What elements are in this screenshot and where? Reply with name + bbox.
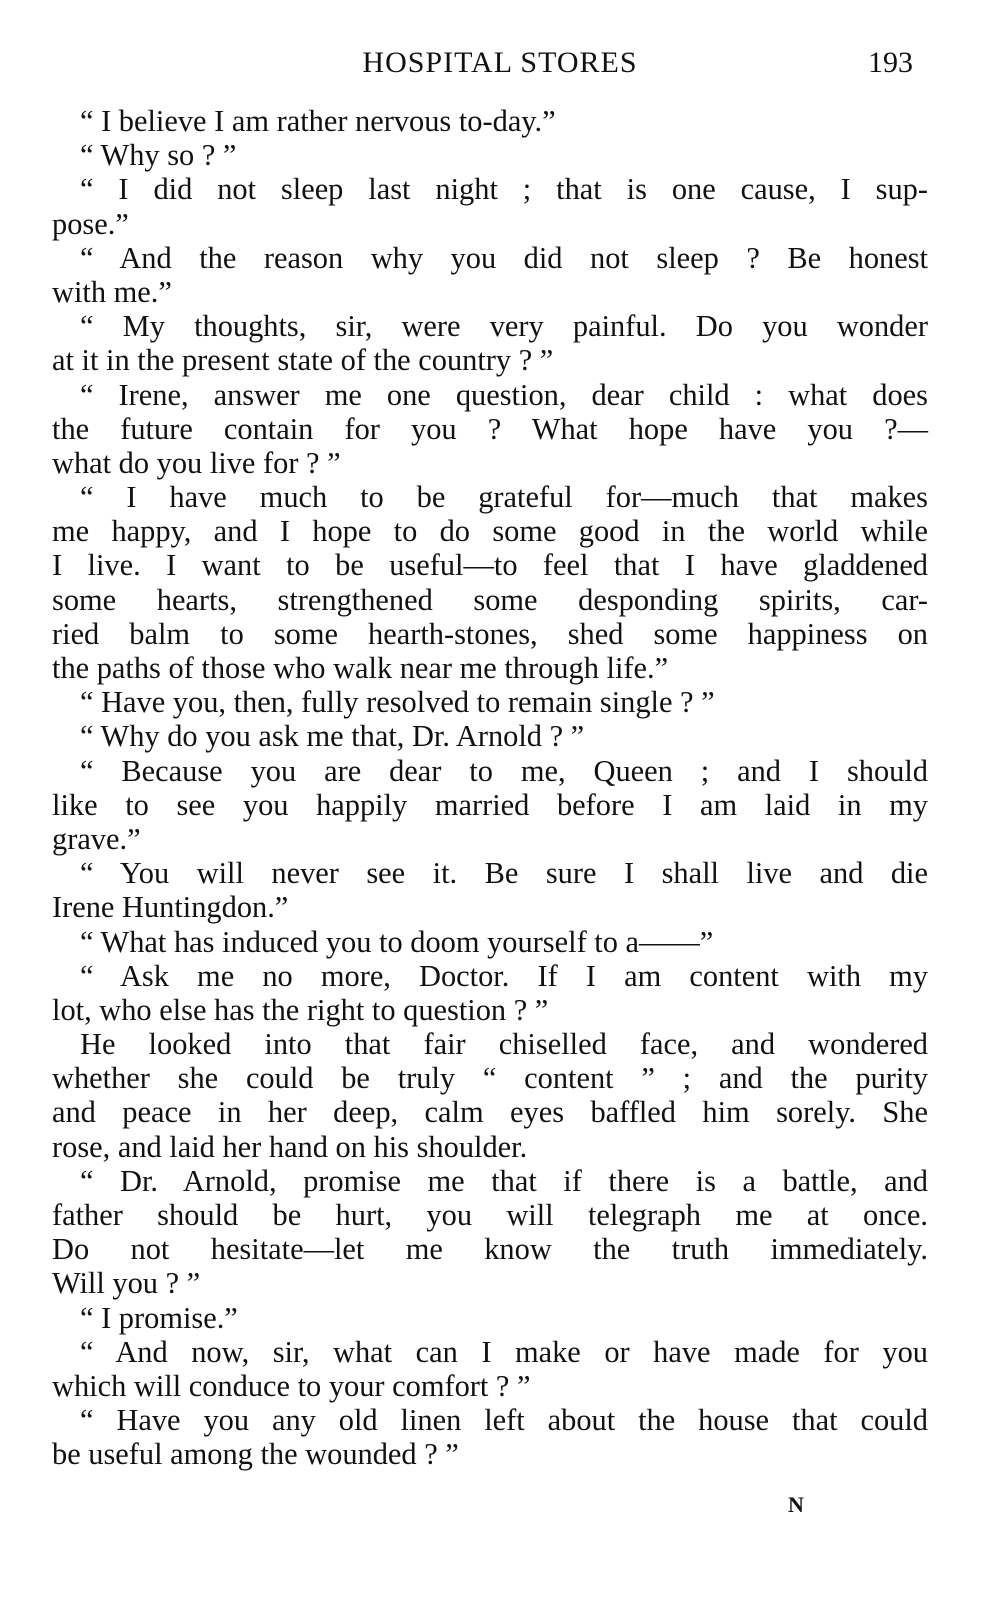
- text-line: like to see you happily married before I am laid in my: [52, 787, 928, 822]
- text-line: “ I did not sleep last night ; that is one cause, I sup-: [80, 172, 928, 207]
- body-text: [52, 104, 928, 1472]
- text-line: which will conduce to your comfort ? ”: [52, 1368, 531, 1403]
- running-head: [0, 46, 1000, 86]
- text-line: Will you ? ”: [52, 1266, 201, 1301]
- text-line: “ Ask me no more, Doctor. If I am content with my: [80, 958, 928, 993]
- text-line: father should be hurt, you will telegraph me at once.: [52, 1198, 928, 1232]
- text-line: “ Why do you ask me that, Dr. Arnold ? ”: [80, 719, 585, 754]
- text-line: “ And now, sir, what can I make or have made for you: [80, 1334, 928, 1369]
- text-line: He looked into that fair chiselled face, and wondered: [80, 1027, 928, 1062]
- text-line: “ And the reason why you did not sleep ? Be honest: [80, 240, 928, 275]
- text-line: and peace in her deep, calm eyes baffled him sorely. She: [52, 1095, 928, 1130]
- text-line: at it in the present state of the country ? ”: [52, 343, 554, 378]
- text-line: I live. I want to be useful—to feel that I have gladdened: [52, 548, 928, 583]
- text-line: “ Why so ? ”: [80, 138, 237, 173]
- text-line: what do you live for ? ”: [52, 445, 341, 480]
- text-line: be useful among the wounded ? ”: [52, 1437, 459, 1472]
- text-line: the paths of those who walk near me through life.”: [52, 651, 669, 685]
- text-line: pose.”: [52, 206, 129, 241]
- text-line: with me.”: [52, 274, 172, 309]
- text-line: rose, and laid her hand on his shoulder.: [52, 1129, 528, 1164]
- text-line: Irene Huntingdon.”: [52, 890, 289, 925]
- text-line: “ You will never see it. Be sure I shall live and die: [80, 856, 928, 891]
- text-line: “ I have much to be grateful for—much that makes: [80, 480, 928, 515]
- text-line: some hearts, strengthened some desponding spirits, car-: [52, 582, 928, 617]
- text-line: “ My thoughts, sir, were very painful. Do you wonder: [80, 309, 928, 344]
- text-line: me happy, and I hope to do some good in the world while: [52, 514, 928, 549]
- running-title: HOSPITAL STORES: [362, 46, 638, 79]
- text-line: “ I believe I am rather nervous to-day.”: [80, 104, 556, 138]
- text-line: “ Irene, answer me one question, dear child : what does: [80, 377, 928, 412]
- text-line: “ What has induced you to doom yourself to a——”: [80, 924, 714, 959]
- text-line: “ Because you are dear to me, Queen ; and I should: [80, 753, 928, 788]
- text-line: lot, who else has the right to question ? ”: [52, 992, 549, 1027]
- text-line: “ I promise.”: [80, 1300, 238, 1335]
- text-line: whether she could be truly “ content ” ; and the purity: [52, 1061, 928, 1096]
- text-line: the future contain for you ? What hope have you ?—: [52, 411, 928, 446]
- page-number: 193: [868, 46, 913, 79]
- text-line: “ Dr. Arnold, promise me that if there is a battle, and: [80, 1163, 928, 1198]
- text-line: “ Have you, then, fully resolved to remain single ? ”: [80, 685, 715, 720]
- text-line: Do not hesitate—let me know the truth immediately.: [52, 1232, 928, 1267]
- text-line: ried balm to some hearth-stones, shed some happiness on: [52, 616, 928, 651]
- signature-mark: N: [788, 1492, 804, 1517]
- text-line: “ Have you any old linen left about the house that could: [80, 1403, 928, 1438]
- text-line: grave.”: [52, 821, 141, 856]
